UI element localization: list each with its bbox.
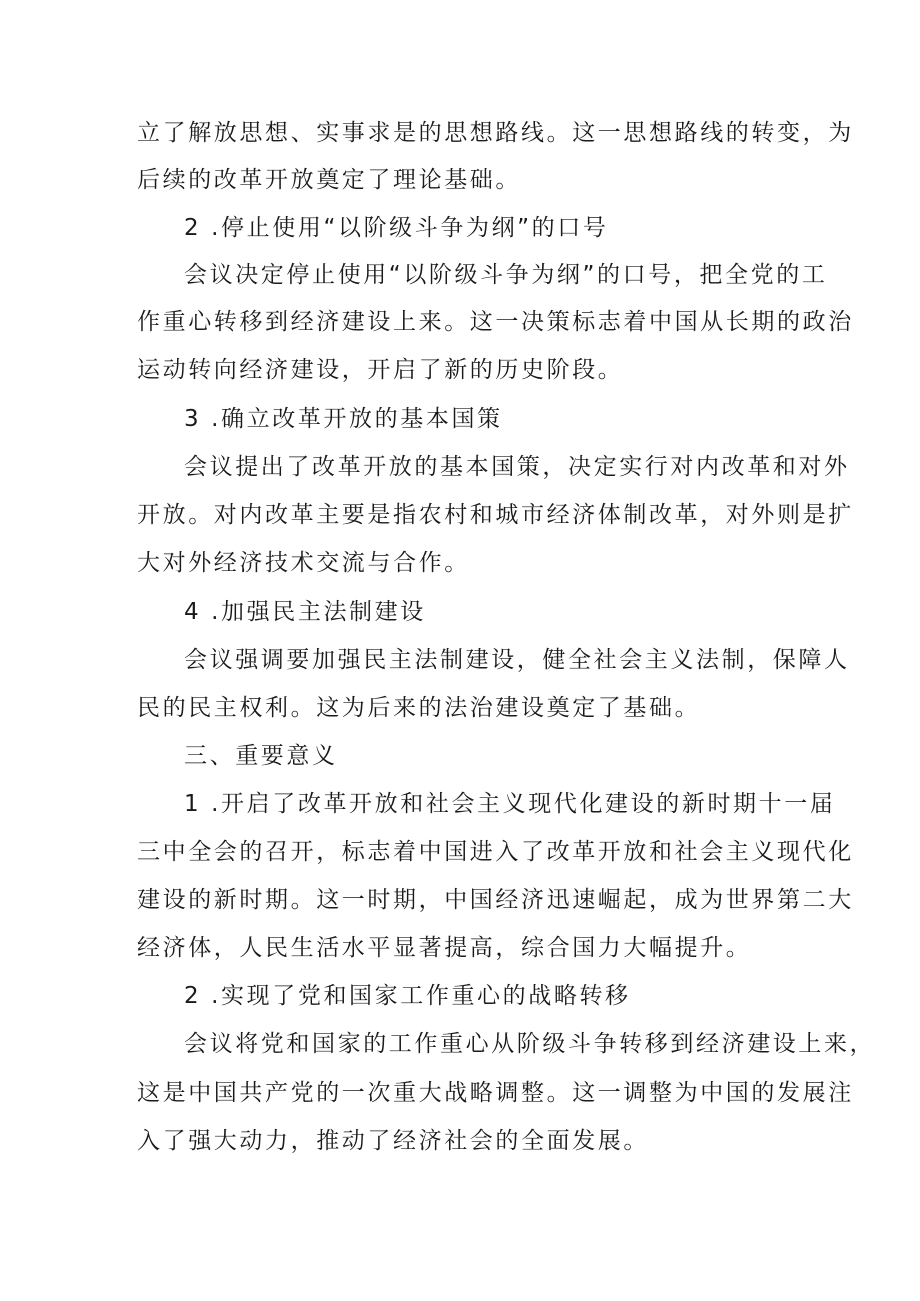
body-text-line: 会议将党和国家的工作重心从阶级斗争转移到经济建设上来， (184, 1031, 876, 1057)
body-text-line: 开放。对内改革主要是指农村和城市经济体制改革，对外则是扩 (137, 502, 854, 528)
body-text-line: 会议决定停止使用“以阶级斗争为纲”的口号，把全党的工 (184, 262, 828, 288)
body-text-line: 入了强大动力，推动了经济社会的全面发展。 (137, 1128, 649, 1154)
body-text-line: 这是中国共产党的一次重大战略调整。这一调整为中国的发展注 (137, 1080, 854, 1106)
body-text-line: 后续的改革开放奠定了理论基础。 (137, 167, 521, 193)
body-text-line: 经济体，人民生活水平显著提高，综合国力大幅提升。 (137, 935, 752, 961)
body-text-line: 会议强调要加强民主法制建设，健全社会主义法制，保障人 (184, 647, 850, 673)
body-text-line: 建设的新时期。这一时期，中国经济迅速崛起，成为世界第二大 (137, 887, 854, 913)
body-text-line: 作重心转移到经济建设上来。这一决策标志着中国从长期的政治 (137, 309, 854, 335)
body-text-line: 运动转向经济建设，开启了新的历史阶段。 (137, 357, 624, 383)
body-text-line: 三中全会的召开，标志着中国进入了改革开放和社会主义现代化 (137, 839, 854, 865)
chapter-heading: 三、重要意义 (184, 743, 338, 769)
body-text-line: 立了解放思想、实事求是的思想路线。这一思想路线的转变，为 (137, 120, 854, 146)
body-text-line: 大对外经济技术交流与合作。 (137, 550, 470, 576)
body-text-line: 会议提出了改革开放的基本国策，决定实行对内改革和对外 (184, 454, 850, 480)
section-heading: 2 .停止使用“以阶级斗争为纲”的口号 (184, 215, 609, 241)
body-text-line: 民的民主权利。这为后来的法治建设奠定了基础。 (137, 695, 701, 721)
section-heading: 1 .开启了改革开放和社会主义现代化建设的新时期十一届 (184, 791, 836, 817)
section-heading: 2 .实现了党和国家工作重心的战略转移 (184, 983, 631, 1009)
section-heading: 3 .确立改革开放的基本国策 (184, 406, 503, 432)
section-heading: 4 .加强民主法制建设 (184, 599, 426, 625)
